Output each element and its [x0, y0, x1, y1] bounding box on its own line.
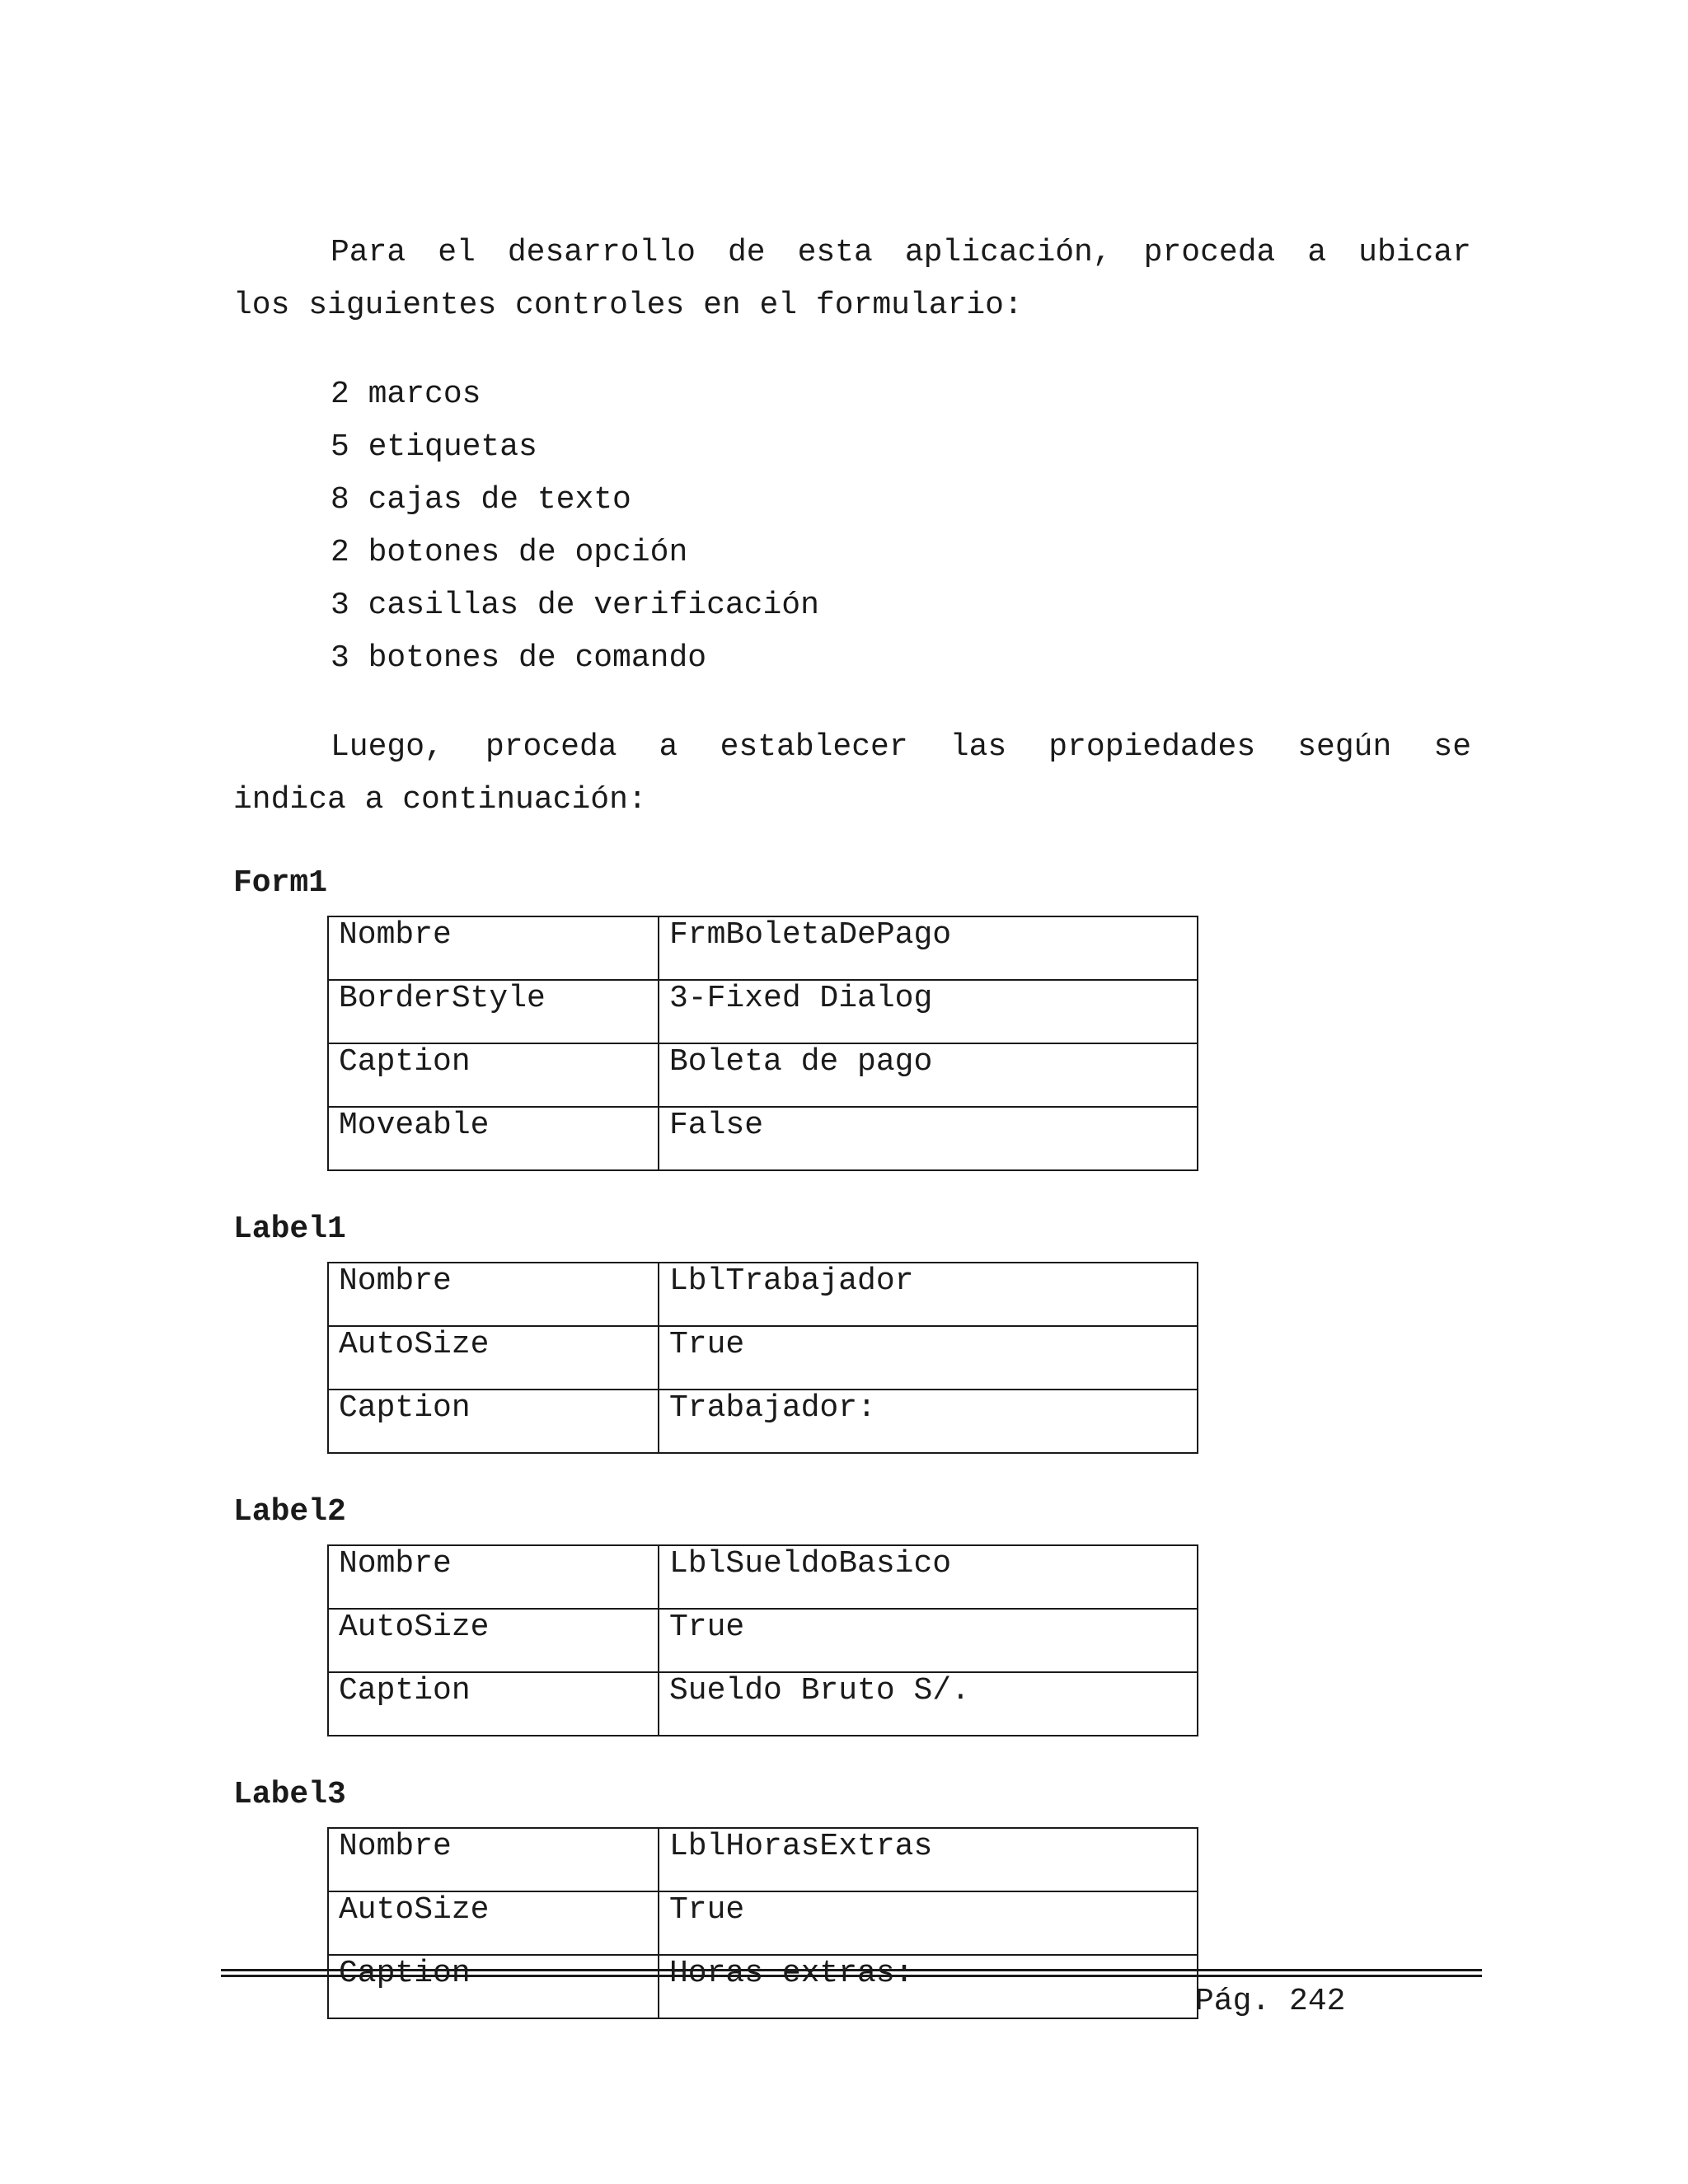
table-row — [328, 1545, 1198, 1609]
property-value: Horas extras: — [659, 1955, 1198, 2018]
properties-table-form1 — [327, 916, 1198, 1171]
table-row — [328, 1263, 1198, 1326]
property-name: Moveable — [328, 1107, 659, 1170]
property-value: 3-Fixed Dialog — [659, 980, 1198, 1043]
section-title-form1: Form1 — [233, 865, 328, 901]
properties-table-label2 — [327, 1544, 1198, 1736]
list-item: 8 cajas de texto — [331, 482, 631, 518]
section-title-label3: Label3 — [233, 1777, 346, 1812]
intro-line-1: Para el desarrollo de esta aplicación, proceda a ubicar — [331, 235, 1471, 270]
property-name: AutoSize — [328, 1891, 659, 1955]
property-name: AutoSize — [328, 1326, 659, 1390]
property-value: False — [659, 1107, 1198, 1170]
property-value: LblSueldoBasico — [659, 1545, 1198, 1609]
table-row — [328, 1326, 1198, 1390]
property-value: FrmBoletaDePago — [659, 916, 1198, 980]
property-value: True — [659, 1326, 1198, 1390]
properties-paragraph — [233, 721, 1471, 827]
list-item: 2 botones de opción — [331, 535, 688, 570]
list-item: 3 botones de comando — [331, 640, 707, 676]
property-name: Nombre — [328, 1545, 659, 1609]
table-row — [328, 1107, 1198, 1170]
properties-line-2: indica a continuación: — [233, 782, 647, 818]
property-value: LblTrabajador — [659, 1263, 1198, 1326]
properties-table-label1 — [327, 1262, 1198, 1454]
property-value: LblHorasExtras — [659, 1828, 1198, 1891]
property-name: Nombre — [328, 1828, 659, 1891]
property-value: Boleta de pago — [659, 1043, 1198, 1107]
property-value: True — [659, 1891, 1198, 1955]
list-item: 5 etiquetas — [331, 429, 537, 465]
table-row — [328, 1390, 1198, 1453]
controls-list — [233, 368, 1471, 685]
property-name: Nombre — [328, 916, 659, 980]
page-content — [233, 227, 1471, 2057]
property-name: BorderStyle — [328, 980, 659, 1043]
property-value: Trabajador: — [659, 1390, 1198, 1453]
property-name: Caption — [328, 1955, 659, 2018]
intro-line-2: los siguientes controles en el formulario: — [233, 288, 1023, 323]
table-row — [328, 980, 1198, 1043]
table-row — [328, 1672, 1198, 1736]
section-title-label1: Label1 — [233, 1212, 346, 1247]
properties-line-1: Luego, proceda a establecer las propiedades según se — [331, 729, 1471, 765]
table-row — [328, 1828, 1198, 1891]
property-name: Caption — [328, 1672, 659, 1736]
table-row — [328, 1891, 1198, 1955]
footer-divider — [221, 1969, 1482, 1977]
table-row — [328, 916, 1198, 980]
properties-table-label3 — [327, 1827, 1198, 2019]
list-item: 2 marcos — [331, 377, 481, 412]
table-row — [328, 1609, 1198, 1672]
page-number: Pág. 242 — [1195, 1984, 1346, 2019]
property-name: Caption — [328, 1043, 659, 1107]
section-title-label2: Label2 — [233, 1494, 346, 1530]
intro-paragraph — [233, 227, 1471, 332]
property-name: Caption — [328, 1390, 659, 1453]
property-value: Sueldo Bruto S/. — [659, 1672, 1198, 1736]
table-row — [328, 1955, 1198, 2018]
property-name: Nombre — [328, 1263, 659, 1326]
property-value: True — [659, 1609, 1198, 1672]
table-row — [328, 1043, 1198, 1107]
list-item: 3 casillas de verificación — [331, 588, 819, 623]
property-name: AutoSize — [328, 1609, 659, 1672]
